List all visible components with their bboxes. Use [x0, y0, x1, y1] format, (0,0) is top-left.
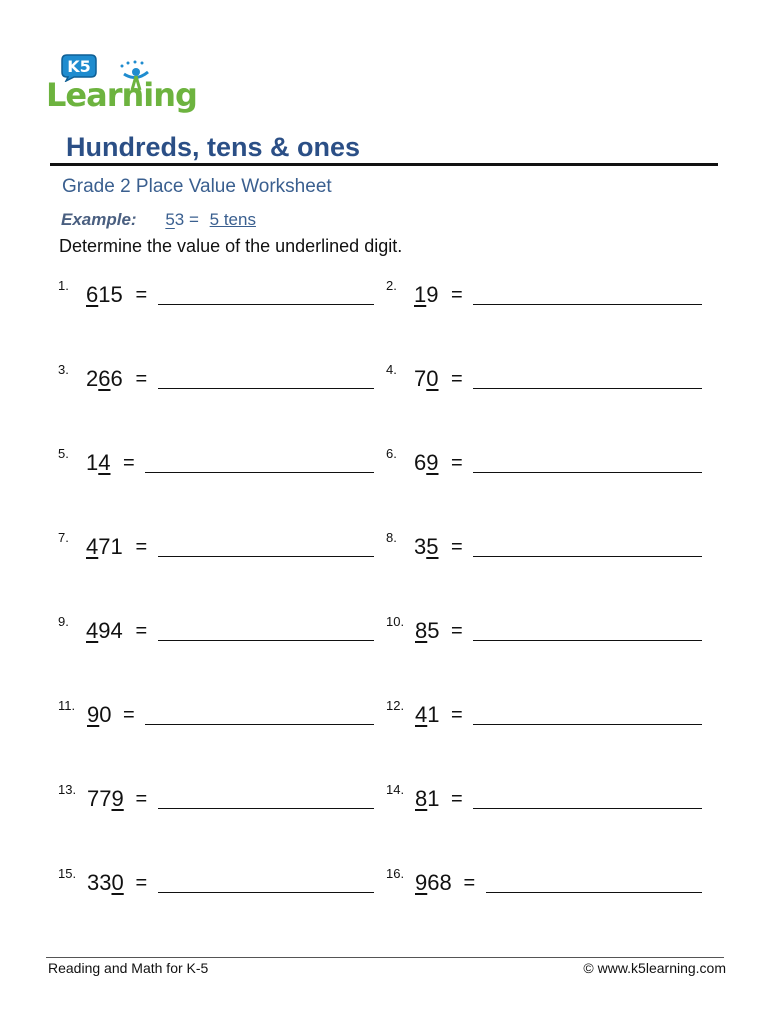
- underlined-digit: 4: [86, 618, 99, 643]
- problem-item: [386, 782, 716, 822]
- problem-number-value: 90: [87, 702, 112, 727]
- answer-blank-line[interactable]: [473, 388, 702, 389]
- problem-number-value: 494: [86, 618, 123, 643]
- answer-blank-line[interactable]: [473, 472, 702, 473]
- answer-blank-line[interactable]: [158, 388, 375, 389]
- problem-number-value: 19: [414, 282, 439, 307]
- worksheet-subtitle: Grade 2 Place Value Worksheet: [62, 176, 332, 197]
- underlined-digit: 6: [98, 366, 111, 391]
- problem-item: [58, 362, 388, 402]
- problem-item: [58, 278, 388, 318]
- problem-item: [386, 530, 716, 570]
- problem-item: [58, 530, 388, 570]
- problem-number: 16.: [386, 866, 405, 881]
- instructions: Determine the value of the underlined digit.: [59, 236, 403, 256]
- equals-sign: =: [451, 452, 463, 474]
- underlined-digit: 4: [86, 534, 99, 559]
- problem-number: 1.: [58, 278, 69, 293]
- problem-number: 10.: [386, 614, 405, 629]
- answer-blank-line[interactable]: [158, 304, 375, 305]
- equals-sign: =: [451, 704, 463, 726]
- underlined-digit: 9: [87, 702, 100, 727]
- underlined-digit: 9: [415, 870, 428, 895]
- problem-number-value: 14: [86, 450, 111, 475]
- equals-sign: =: [123, 704, 135, 726]
- equals-sign: =: [451, 788, 463, 810]
- problem-number-value: 81: [415, 786, 440, 811]
- problem-number-value: 330: [87, 870, 124, 895]
- problem-number-value: 615: [86, 282, 123, 307]
- problem-number: 15.: [58, 866, 77, 881]
- problem-number: 3.: [58, 362, 69, 377]
- equals-sign: =: [451, 620, 463, 642]
- answer-blank-line[interactable]: [486, 892, 703, 893]
- equals-sign: =: [123, 452, 135, 474]
- problem-number-value: 35: [414, 534, 439, 559]
- problem-number-value: 85: [415, 618, 440, 643]
- problem-number-value: 70: [414, 366, 439, 391]
- underlined-digit: 4: [415, 702, 428, 727]
- answer-blank-line[interactable]: [145, 724, 374, 725]
- page-title: Hundreds, tens & ones: [66, 132, 361, 162]
- equals-sign: =: [451, 284, 463, 306]
- answer-blank-line[interactable]: [473, 304, 702, 305]
- problem-number-value: 471: [86, 534, 123, 559]
- answer-blank-line[interactable]: [473, 556, 702, 557]
- answer-blank-line[interactable]: [473, 808, 702, 809]
- equals-sign: =: [135, 536, 148, 558]
- problem-number: 4.: [386, 362, 397, 377]
- footer-divider: [46, 957, 724, 958]
- equals-sign: =: [135, 368, 148, 390]
- answer-blank-line[interactable]: [158, 892, 375, 893]
- answer-blank-line[interactable]: [145, 472, 374, 473]
- underlined-digit: 0: [111, 870, 124, 895]
- problem-number: 13.: [58, 782, 77, 797]
- problem-item: [58, 782, 388, 822]
- equals-sign: =: [451, 536, 463, 558]
- answer-blank-line[interactable]: [158, 808, 375, 809]
- problem-item: [58, 866, 388, 906]
- underlined-digit: 0: [426, 366, 439, 391]
- problem-item: [386, 446, 716, 486]
- problem-item: [58, 446, 388, 486]
- logo-wordmark: Learning: [46, 76, 197, 114]
- equals-sign: =: [463, 872, 476, 894]
- problem-number: 12.: [386, 698, 405, 713]
- example-label: Example:: [61, 210, 137, 229]
- problem-number-value: 69: [414, 450, 439, 475]
- equals-sign: =: [135, 620, 148, 642]
- problem-number-value: 968: [415, 870, 452, 895]
- answer-blank-line[interactable]: [158, 556, 375, 557]
- problem-item: [386, 614, 716, 654]
- problem-item: [386, 698, 716, 738]
- problem-number-value: 41: [415, 702, 440, 727]
- footer-tagline: Reading and Math for K-5: [48, 960, 209, 976]
- underlined-digit: 5: [426, 534, 439, 559]
- equals-sign: =: [135, 872, 148, 894]
- underlined-digit: 8: [415, 618, 428, 643]
- example-line: [61, 210, 256, 230]
- problem-item: [386, 278, 716, 318]
- underlined-digit: 9: [111, 786, 124, 811]
- problem-number: 5.: [58, 446, 69, 461]
- problem-number: 6.: [386, 446, 397, 461]
- problem-item: [58, 698, 388, 738]
- equals-sign: =: [451, 368, 463, 390]
- problem-item: [58, 614, 388, 654]
- k5-learning-logo: [46, 50, 197, 114]
- svg-text:K5: K5: [67, 57, 91, 76]
- equals-sign: =: [135, 284, 148, 306]
- problem-number: 11.: [58, 698, 76, 713]
- underlined-digit: 6: [86, 282, 99, 307]
- problem-number: 14.: [386, 782, 405, 797]
- underlined-digit: 1: [414, 282, 427, 307]
- problem-number: 9.: [58, 614, 69, 629]
- problem-item: [386, 362, 716, 402]
- problem-item: [386, 866, 716, 906]
- problem-number-value: 266: [86, 366, 123, 391]
- problem-number: 2.: [386, 278, 397, 293]
- example-number: 53 =: [165, 210, 199, 229]
- underlined-digit: 4: [98, 450, 111, 475]
- equals-sign: =: [135, 788, 148, 810]
- footer-copyright: © www.k5learning.com: [583, 960, 726, 976]
- underlined-digit: 9: [426, 450, 439, 475]
- problem-number: 7.: [58, 530, 69, 545]
- answer-blank-line[interactable]: [473, 724, 702, 725]
- underlined-digit: 8: [415, 786, 428, 811]
- problem-number: 8.: [386, 530, 397, 545]
- answer-blank-line[interactable]: [158, 640, 375, 641]
- title-divider: [50, 163, 718, 166]
- answer-blank-line[interactable]: [473, 640, 702, 641]
- example-answer: 5 tens: [209, 210, 256, 229]
- problem-number-value: 779: [87, 786, 124, 811]
